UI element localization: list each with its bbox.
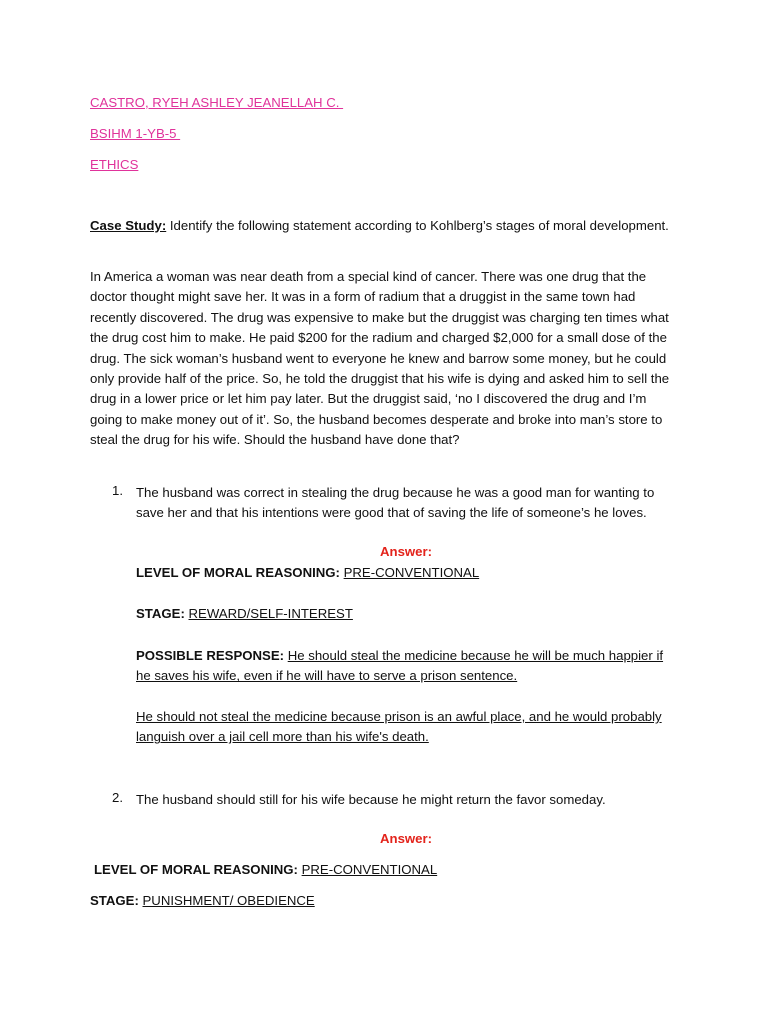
- case-study-instruction: [90, 216, 680, 236]
- item-2-stage-label: STAGE:: [90, 893, 139, 908]
- item-1-response-2: [136, 707, 666, 748]
- item-1-number: 1.: [112, 483, 123, 498]
- item-1-level: [136, 565, 479, 580]
- item-2-level: [94, 862, 437, 877]
- item-2-number: 2.: [112, 790, 123, 805]
- student-name: CASTRO, RYEH ASHLEY JEANELLAH C.: [90, 95, 344, 110]
- case-study-story: In America a woman was near death from a special kind of cancer. There was one drug that the doctor thought might save her. It was in a form of radium that a druggist in the same town had recently discovered. The drug was expensive to make but the druggist was charging ten times what the drug cost him to make. He paid $200 for the radium and charged $2,000 for a small dose of the drug. The sick woman’s husband went to everyone he knew and barrow some money, but he could only provide half of the price. So, he told the druggist that his wife is dying and asked him to sell the drug in a lower price or let him pay later. But the druggist said, ‘no I discovered the drug and I’m going to make money out of it’. So, the husband becomes desperate and broke into man’s store to steal the drug for his wife. Should the husband have done that?: [90, 269, 670, 448]
- item-2-answer-label: Answer:: [379, 831, 433, 846]
- item-2-level-label: LEVEL OF MORAL REASONING:: [94, 862, 298, 877]
- case-study-label: Case Study:: [90, 218, 167, 233]
- item-1-response-1: He should steal the medicine because he will be much happier if he saves his wife, even if he will have to serve a prison sentence.: [136, 648, 664, 684]
- item-1-answer-label: Answer:: [379, 544, 433, 559]
- item-1-possible-response: [136, 646, 676, 687]
- item-2-level-value: PRE-CONVENTIONAL: [301, 862, 438, 877]
- item-1-stage: [136, 606, 353, 621]
- course-section: BSIHM 1-YB-5: [90, 126, 181, 141]
- subject-title: ETHICS: [90, 157, 139, 172]
- item-1-response-label: POSSIBLE RESPONSE:: [136, 648, 285, 663]
- item-2-stage: [90, 893, 315, 908]
- item-2-statement: The husband should still for his wife because he might return the favor someday.: [136, 792, 606, 807]
- item-1-statement: The husband was correct in stealing the drug because he was a good man for wanting to save her and that his intentions were good that of saving the life of someone’s he loves.: [136, 485, 655, 521]
- item-1-level-value: PRE-CONVENTIONAL: [343, 565, 480, 580]
- case-study-instruction-text: Identify the following statement according to Kohlberg’s stages of moral development.: [166, 218, 669, 233]
- item-1-response-2-text: He should not steal the medicine because prison is an awful place, and he would probably languish over a jail cell more than his wife's death.: [136, 709, 662, 745]
- item-1-stage-value: REWARD/SELF-INTEREST: [188, 606, 353, 621]
- item-1-level-label: LEVEL OF MORAL REASONING:: [136, 565, 340, 580]
- item-2-stage-value: PUNISHMENT/ OBEDIENCE: [142, 893, 315, 908]
- item-1-stage-label: STAGE:: [136, 606, 185, 621]
